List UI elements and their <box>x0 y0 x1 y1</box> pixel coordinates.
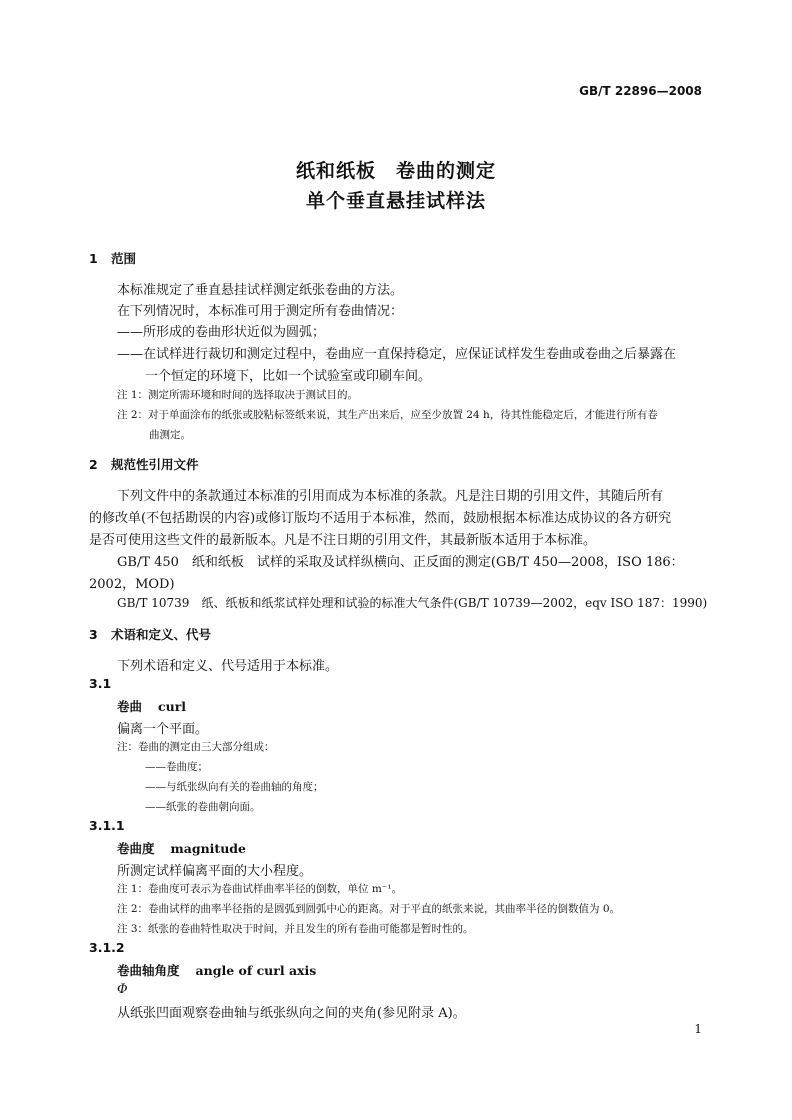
note: 注 2：卷曲试样的曲率半径指的是圆弧到圆弧中心的距离。对于平直的纸张来说，其曲率半径的倒数值为 0。 <box>117 903 621 915</box>
paragraph-continuation: 是否可使用这些文件的最新版本。凡是不注日期的引用文件，其最新版本适用于本标准。 <box>89 533 597 548</box>
term-english: curl <box>158 699 187 714</box>
section-1-heading <box>89 249 136 267</box>
section-number: 1 <box>89 251 98 266</box>
section-2-heading <box>89 455 199 473</box>
section-3-heading <box>89 625 211 643</box>
clause-number: 3.1.1 <box>89 818 125 833</box>
term-chinese: 卷曲轴角度 <box>117 963 180 978</box>
note-continuation: 曲测定。 <box>149 429 191 441</box>
note: 注 1：卷曲度可表示为卷曲试样曲率半径的倒数，单位 m⁻¹。 <box>117 883 403 895</box>
section-title: 范围 <box>111 251 137 266</box>
note: 注：卷曲的测定由三大部分组成： <box>117 741 275 753</box>
title-line-1: 纸和纸板 卷曲的测定 <box>295 160 496 182</box>
term <box>117 961 316 979</box>
note-list-item: ——卷曲度； <box>145 761 208 773</box>
paragraph: 下列文件中的条款通过本标准的引用而成为本标准的条款。凡是注日期的引用文件，其随后所有 <box>117 489 664 504</box>
reference-item-continuation: 2002，MOD) <box>89 577 175 592</box>
term <box>117 839 246 857</box>
reference-item: GB/T 10739 纸、纸板和纸浆试样处理和试验的标准大气条件(GB/T 10739—2002，eqv ISO 187：1990) <box>117 596 708 610</box>
clause-number: 3.1.2 <box>89 940 125 955</box>
note-list-item: ——与纸张纵向有关的卷曲轴的角度； <box>145 781 324 793</box>
symbol: Φ <box>117 982 128 997</box>
section-number: 2 <box>89 457 98 472</box>
term-chinese: 卷曲度 <box>117 841 155 856</box>
title-line-2: 单个垂直悬挂试样法 <box>305 190 486 212</box>
standard-number: GB/T 22896—2008 <box>579 84 702 98</box>
note: 注 3：纸张的卷曲特性取决于时间，并且发生的所有卷曲可能都是暂时性的。 <box>117 923 474 935</box>
page-number: 1 <box>694 1022 702 1036</box>
list-item: ——在试样进行裁切和测定过程中，卷曲应一直保持稳定，应保证试样发生卷曲或卷曲之后暴露在 <box>117 347 677 362</box>
paragraph: 本标准规定了垂直悬挂试样测定纸张卷曲的方法。 <box>117 283 404 298</box>
section-number: 3 <box>89 627 98 642</box>
note-list-item: ——纸张的卷曲朝向面。 <box>145 801 261 813</box>
paragraph-continuation: 的修改单(不包括勘误的内容)或修订版均不适用于本标准，然而，鼓励根据本标准达成协议的各方研究 <box>89 511 672 526</box>
term-chinese: 卷曲 <box>117 699 143 714</box>
term-english: magnitude <box>170 841 246 856</box>
term-english: angle of curl axis <box>195 963 317 978</box>
list-item-continuation: 一个恒定的环境下，比如一个试验室或印刷车间。 <box>145 369 432 384</box>
reference-item: GB/T 450 纸和纸板 试样的采取及试样纵横向、正反面的测定(GB/T 450—2008，ISO 186： <box>117 555 684 570</box>
note: 注 2：对于单面涂布的纸张或胶粘标签纸来说，其生产出来后，应至少放置 24 h，待其性能稳定后，才能进行所有卷 <box>117 409 658 421</box>
paragraph: 下列术语和定义、代号适用于本标准。 <box>117 659 339 674</box>
section-title: 术语和定义、代号 <box>111 627 212 642</box>
term <box>117 697 186 715</box>
section-title: 规范性引用文件 <box>111 457 199 472</box>
definition: 所测定试样偏离平面的大小程度。 <box>117 864 313 879</box>
definition: 从纸张凹面观察卷曲轴与纸张纵向之间的夹角(参见附录 A)。 <box>117 1006 466 1021</box>
paragraph: 在下列情况时，本标准可用于测定所有卷曲情况： <box>117 304 404 319</box>
clause-number: 3.1 <box>89 676 112 691</box>
list-item: ——所形成的卷曲形状近似为圆弧； <box>117 325 326 340</box>
definition: 偏离一个平面。 <box>117 722 209 737</box>
note: 注 1：测定所需环境和时间的选择取决于测试目的。 <box>117 389 359 401</box>
